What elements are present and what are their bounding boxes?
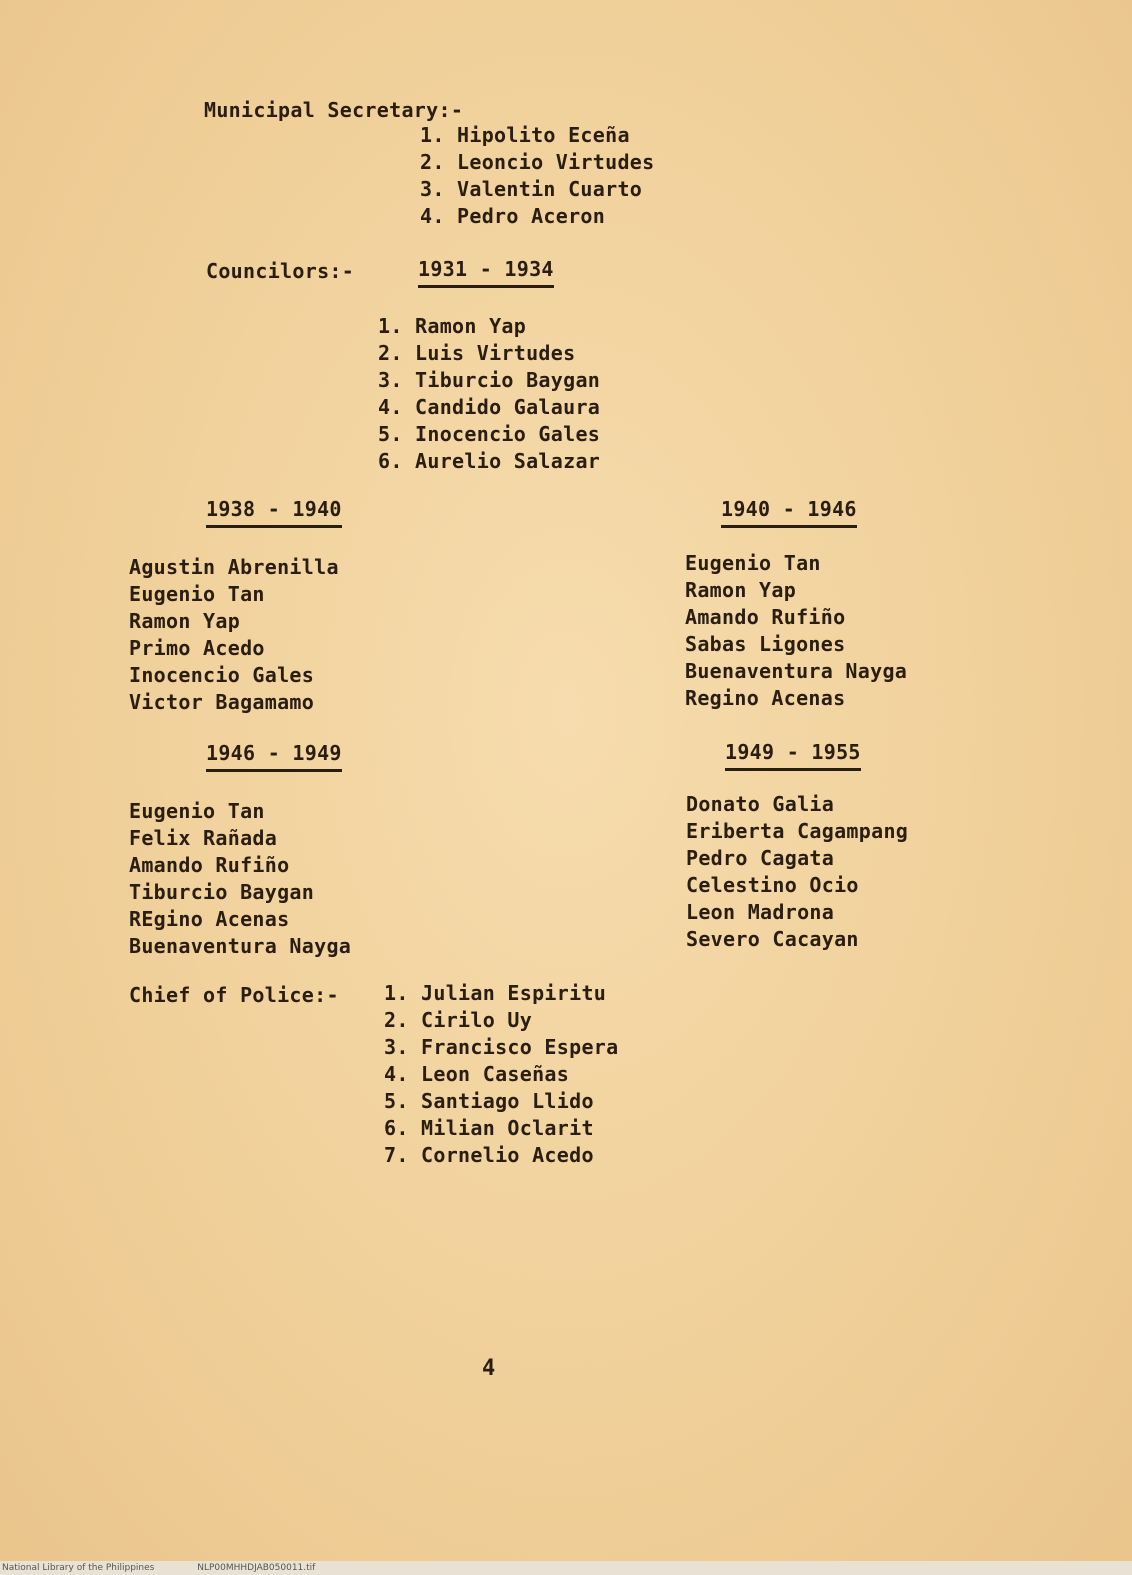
councilors-1931-list: [378, 314, 600, 476]
municipal-secretary-list: [420, 123, 654, 231]
list-item: Celestino Ocio: [686, 873, 859, 897]
period-heading-1946: 1946 - 1949: [206, 741, 342, 772]
municipal-secretary-label: Municipal Secretary:-: [204, 98, 464, 122]
list-item: Eugenio Tan: [129, 582, 265, 606]
chief-of-police-list: [384, 981, 618, 1170]
list-item: Eriberta Cagampang: [686, 819, 909, 843]
councilors-1940-list: [685, 551, 907, 713]
list-item: Regino Acenas: [685, 686, 846, 710]
list-item: Inocencio Gales: [129, 663, 315, 687]
list-item: Donato Galia: [686, 792, 835, 816]
scan-footer: [0, 1561, 1132, 1575]
list-item: 3. Tiburcio Baygan: [378, 368, 601, 392]
chief-of-police-label: Chief of Police:-: [129, 983, 339, 1007]
councilors-1946-list: [129, 799, 351, 961]
period-heading-1949: 1949 - 1955: [725, 740, 861, 771]
list-item: 6. Aurelio Salazar: [378, 449, 601, 473]
list-item: 1. Julian Espiritu: [384, 981, 607, 1005]
list-item: Agustin Abrenilla: [129, 555, 339, 579]
list-item: 2. Luis Virtudes: [378, 341, 576, 365]
list-item: Tiburcio Baygan: [129, 880, 315, 904]
list-item: 4. Candido Galaura: [378, 395, 601, 419]
list-item: Amando Rufiño: [129, 853, 290, 877]
list-item: 3. Francisco Espera: [384, 1035, 619, 1059]
list-item: Victor Bagamamo: [129, 690, 315, 714]
period-heading-1931: 1931 - 1934: [418, 257, 554, 288]
list-item: 1. Ramon Yap: [378, 314, 527, 338]
page-number: 4: [482, 1356, 496, 1381]
footer-file: NLP00MHHDJAB050011.tif: [197, 1563, 316, 1573]
list-item: 2. Cirilo Uy: [384, 1008, 533, 1032]
councilors-1938-list: [129, 555, 339, 717]
list-item: Eugenio Tan: [685, 551, 821, 575]
list-item: 1. Hipolito Eceña: [420, 123, 630, 147]
list-item: 4. Pedro Aceron: [420, 204, 606, 228]
list-item: 5. Santiago Llido: [384, 1089, 594, 1113]
councilors-1949-list: [686, 792, 908, 954]
list-item: 7. Cornelio Acedo: [384, 1143, 594, 1167]
period-heading-1940: 1940 - 1946: [721, 497, 857, 528]
list-item: Felix Rañada: [129, 826, 278, 850]
list-item: 5. Inocencio Gales: [378, 422, 601, 446]
list-item: Leon Madrona: [686, 900, 835, 924]
period-heading-1938: 1938 - 1940: [206, 497, 342, 528]
list-item: REgino Acenas: [129, 907, 290, 931]
councilors-label: Councilors:-: [206, 259, 355, 283]
list-item: Amando Rufiño: [685, 605, 846, 629]
list-item: Ramon Yap: [129, 609, 241, 633]
list-item: Buenaventura Nayga: [129, 934, 352, 958]
list-item: Primo Acedo: [129, 636, 265, 660]
list-item: 2. Leoncio Virtudes: [420, 150, 655, 174]
list-item: 4. Leon Caseñas: [384, 1062, 570, 1086]
list-item: Severo Cacayan: [686, 927, 859, 951]
list-item: Eugenio Tan: [129, 799, 265, 823]
list-item: Ramon Yap: [685, 578, 797, 602]
list-item: Pedro Cagata: [686, 846, 835, 870]
list-item: 6. Milian Oclarit: [384, 1116, 594, 1140]
list-item: Buenaventura Nayga: [685, 659, 908, 683]
list-item: 3. Valentin Cuarto: [420, 177, 643, 201]
list-item: Sabas Ligones: [685, 632, 846, 656]
footer-library: National Library of the Philippines: [2, 1563, 155, 1573]
